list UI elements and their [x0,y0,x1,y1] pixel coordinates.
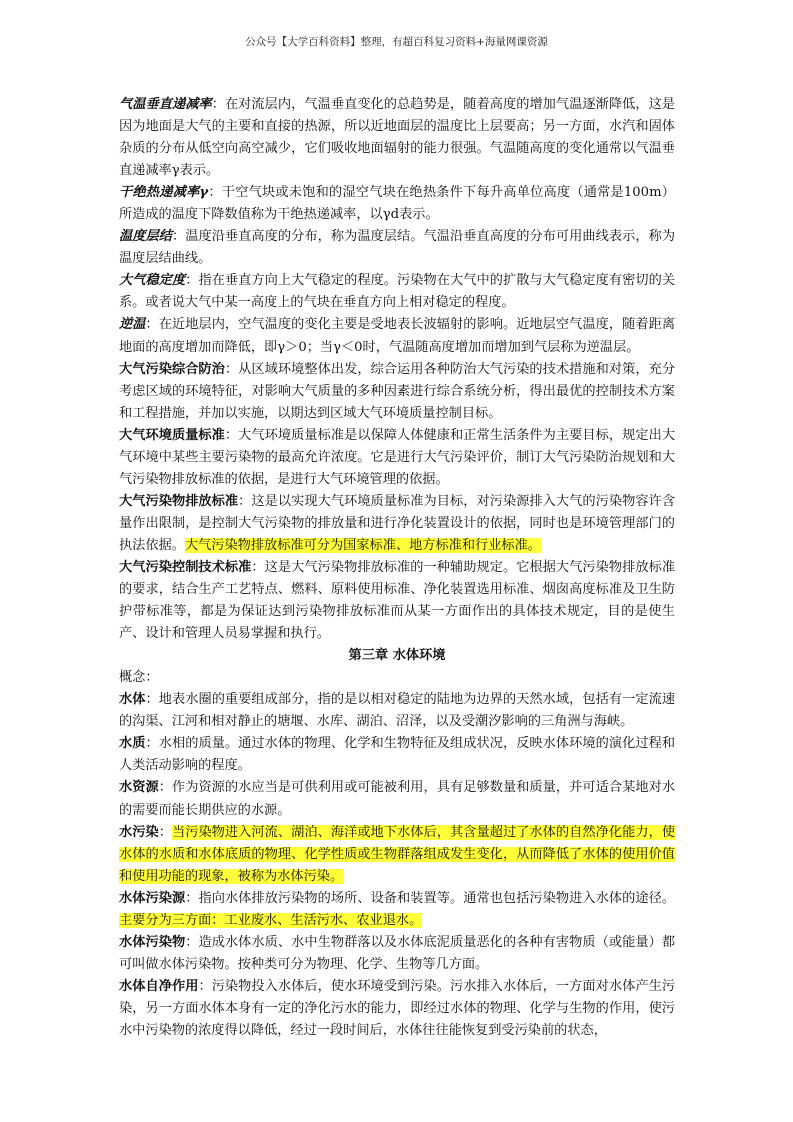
definition-text: 作为资源的水应当是可供利用或可能被利用，具有足够数量和质量，并可适合某地对水的需要而能长期供应的水源。 [119,780,676,818]
term-separator: ： [208,185,222,201]
definition-paragraph [119,822,675,888]
definition-text: 指在垂直方向上大气稳定的程度。污染物在大气中的扩散与大气稳定度有密切的关系。或者说大气中某一高度上的气块在垂直方向上相对稳定的程度。 [119,273,676,311]
definition-paragraph [119,491,675,557]
definition-term: 水体污染源 [119,890,186,906]
definition-term: 干绝热递减率γ [119,185,209,201]
definition-term: 大气污染控制技术标准 [119,559,252,575]
definition-paragraph [119,932,675,976]
term-separator: ： [171,229,186,245]
definition-paragraph [119,359,675,425]
definition-text: 在对流层内，气温垂直变化的总趋势是，随着高度的增加气温逐渐降低，这是因为地面是大气的主要和直接的热源，所以近地面层的温度比上层要高；另一方面，水汽和固体杂质的分布从低空向高空减少，它们吸收地面辐射的能力很强。气温随高度的变化通常以气温垂直递减率γ表示。 [119,97,676,179]
definition-paragraph [119,94,675,182]
definition-paragraph [119,777,675,821]
definition-term: 温度层结 [119,229,172,245]
definition-text: 污染物投入水体后，使水环境受到污染。污水排入水体后，一方面对水体产生污染，另一方面水体本身有一定的净化污水的能力，即经过水体的物理、化学与生物的作用，使污水中污染物的浓度得以降低，经过一段时间后，水体往往能恢复到受污染前的状态， [119,978,676,1038]
term-separator: ： [224,427,239,443]
definition-paragraph [119,557,675,645]
document-body [119,94,675,1042]
term-separator: ： [251,559,265,575]
definition-term: 逆温 [119,317,146,333]
definition-text: 在近地层内，空气温度的变化主要是受地表长波辐射的影响。近地层空气温度，随着距离地面的高度增加而降低，即γ＞0；当γ＜0时，气温随高度增加而增加到气层称为逆温层。 [119,317,676,355]
definition-term: 大气污染综合防治 [119,361,225,377]
highlighted-text: 当污染物进入河流、湖泊、海洋或地下水体后，其含量超过了水体的自然净化能力，使水体的水质和水体底质的物理、化学性质或生物群落组成发生变化，从而降低了水体的使用价值和使用功能的现象，被称为水体污染。 [119,824,676,884]
definition-term: 大气环境质量标准 [119,427,225,443]
page-header: 公众号【大学百科资料】整理，有超百科复习资料+海量网课资源 [245,36,548,48]
definition-term: 大气污染物排放标准 [119,493,239,509]
definition-text: 这是以实现大气环境质量标准为目标，对污染源排入大气的污染物容许含量作出限制，是控制大气污染物的排放量和进行净化装置设计的依据，同时也是环境管理部门的执法依据。 [119,493,676,553]
term-separator: ： [145,736,159,752]
definition-term: 水体 [119,692,146,708]
water-definitions [119,689,675,1042]
term-separator: ： [158,780,172,796]
definition-text: 地表水圈的重要组成部分，指的是以相对稳定的陆地为边界的天然水域，包括有一定流速的沟渠、江河和相对静止的塘堰、水库、湖泊、沼泽，以及受潮汐影响的三角洲与海峡。 [119,692,676,730]
term-separator: ： [198,978,212,994]
definition-paragraph [119,689,675,733]
highlighted-text: 主要分为三方面：工业废水、生活污水、农业退水。 [119,912,423,928]
chapter-title: 第三章 水体环境 [348,648,446,664]
definition-paragraph [119,888,675,932]
term-separator: ： [158,824,172,840]
atmosphere-definitions [119,94,675,645]
definition-paragraph [119,976,675,1042]
definition-text: 指向水体排放污染物的场所、设备和装置等。通常也包括污染物进入水体的途径。 [198,890,676,906]
definition-term: 水体污染物 [119,934,186,950]
definition-text: 干空气块或未饱和的湿空气块在绝热条件下每升高单位高度（通常是100m）所造成的温度下降数值称为干绝热递减率，以γd表示。 [119,185,675,223]
definition-text: 从区域环境整体出发，综合运用各种防治大气污染的技术措施和对策，充分考虑区域的环境特征，对影响大气质量的多种因素进行综合系统分析，得出最优的控制技术方案和工程措施，并加以实施，以期达到区域大气环境质量控制目标。 [119,361,676,421]
concept-label: 概念： [119,670,159,686]
definition-term: 水污染 [119,824,159,840]
definition-paragraph [119,733,675,777]
definition-text: 水相的质量。通过水体的物理、化学和生物特征及组成状况，反映水体环境的演化过程和人类活动影响的程度。 [119,736,676,774]
term-separator: ： [185,890,199,906]
highlighted-text: 大气污染物排放标准可分为国家标准、地方标准和行业标准。 [184,537,541,553]
definition-paragraph [119,425,675,491]
definition-paragraph [119,270,675,314]
term-separator: ： [185,934,199,950]
term-separator: ： [145,692,159,708]
definition-term: 水质 [119,736,146,752]
definition-text: 大气环境质量标准是以保障人体健康和正常生活条件为主要目标，规定出大气环境中某些主要污染物的最高允许浓度。它是进行大气污染评价，制订大气污染防治规划和大气污染物排放标准的依据，是进行大气环境管理的依据。 [119,427,676,487]
definition-paragraph [119,182,675,226]
term-separator: ： [238,493,252,509]
definition-term: 水体自净作用 [119,978,199,994]
term-separator: ： [211,97,225,112]
definition-term: 水资源 [119,780,159,796]
term-separator: ： [185,273,199,289]
definition-paragraph [119,226,675,270]
term-separator: ： [224,361,239,377]
definition-paragraph [119,314,675,358]
term-separator: ： [145,317,159,333]
definition-text: 温度沿垂直高度的分布，称为温度层结。气温沿垂直高度的分布可用曲线表示，称为温度层结曲线。 [119,229,676,267]
definition-text: 这是大气污染物排放标准的一种辅助规定。它根据大气污染物排放标准的要求，结合生产工艺特点、燃料、原料使用标准、净化装置选用标准、烟囱高度标准及卫生防护带标准等，都是为保证达到污染物排放标准而从某一方面作出的具体技术规定，目的是使生产、设计和管理人员易掌握和执行。 [119,559,676,642]
definition-term: 大气稳定度 [119,273,186,289]
definition-text: 造成水体水质、水中生物群落以及水体底泥质量恶化的各种有害物质（或能量）都可叫做水体污染物。按种类可分为物理、化学、生物等几方面。 [119,934,676,972]
definition-term: 气温垂直递减率 [119,97,212,112]
